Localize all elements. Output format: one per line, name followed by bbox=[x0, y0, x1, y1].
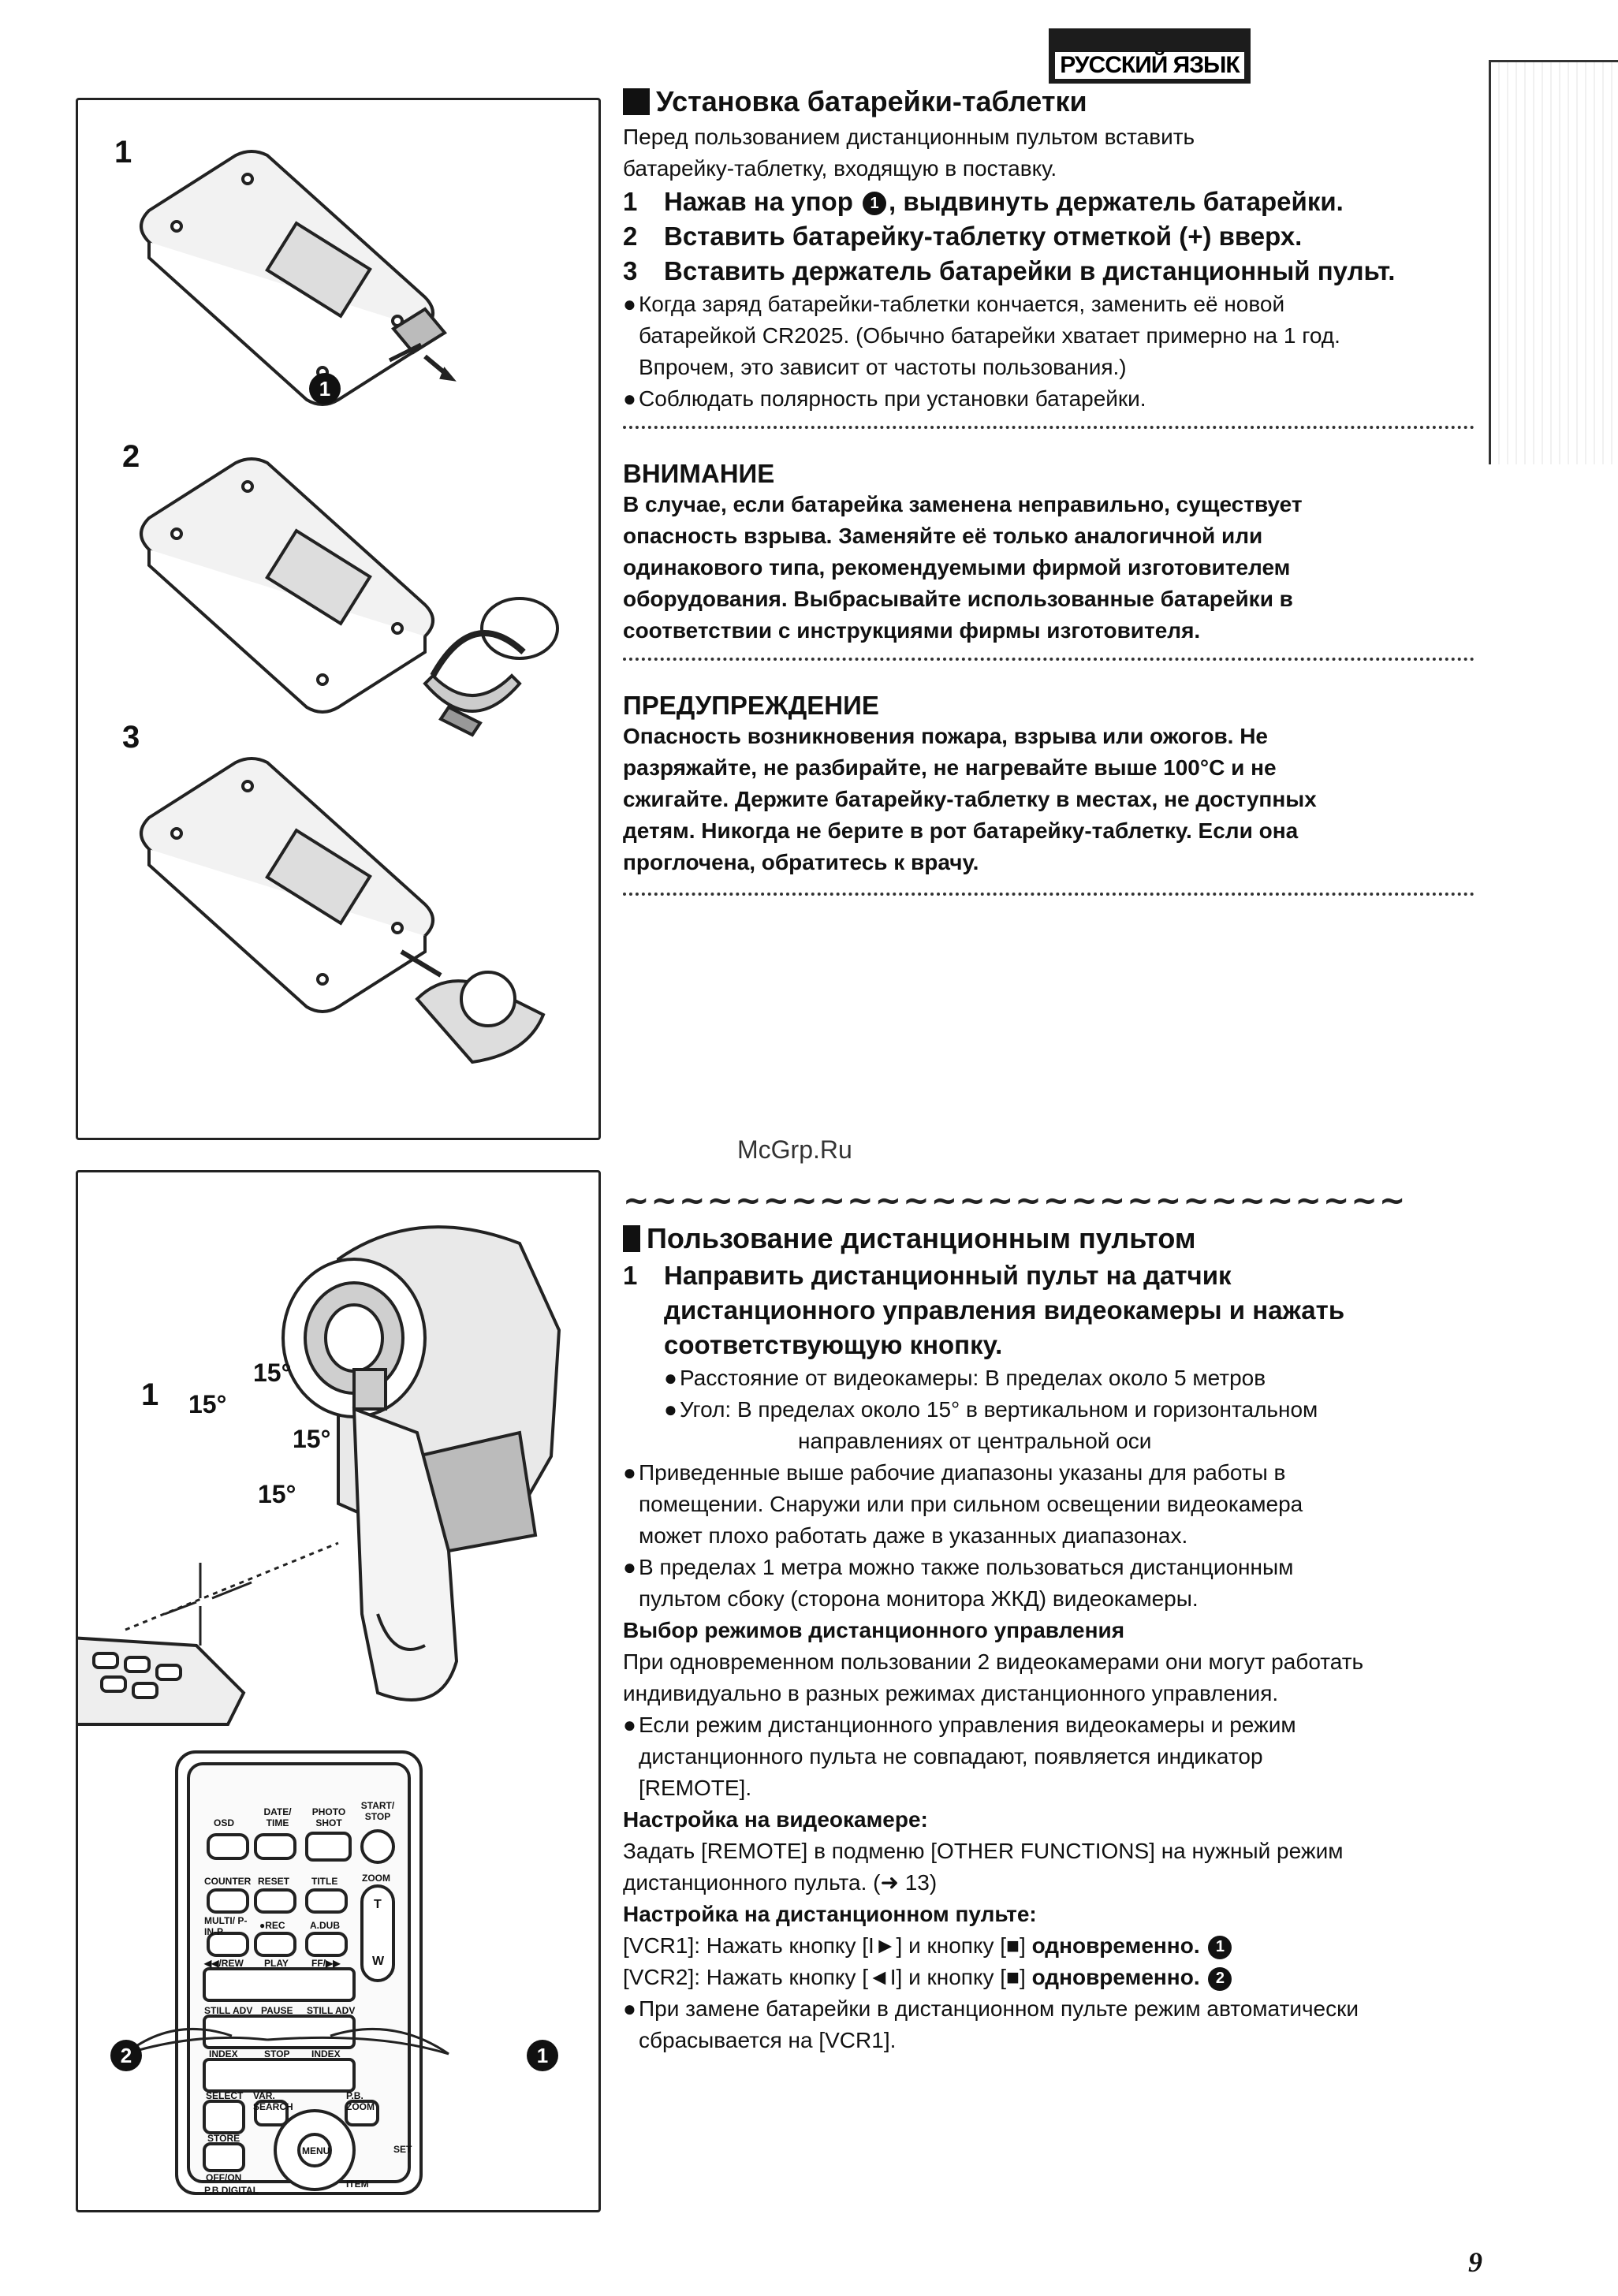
remote-sub-bullet-2: ● Угол: В пределах около 15° в вертикальном и горизонтальном направлениях от центральной оси bbox=[664, 1397, 1318, 1453]
angle-label-left: 15° bbox=[188, 1390, 227, 1418]
battery-intro-2: батарейку-таблетку, входящую в поставку. bbox=[623, 156, 1057, 181]
btn-index-fwd: INDEX bbox=[311, 2048, 341, 2059]
camera-setting-text-2: дистанционного пульта. (➜ 13) bbox=[623, 1870, 938, 1895]
warning-line-3: сжигайте. Держите батарейку-таблетку в местах, не доступных bbox=[623, 787, 1317, 811]
btn-start-stop: START/ STOP bbox=[360, 1800, 395, 1822]
divider-2 bbox=[623, 658, 1474, 661]
figure-marker-1: 1 bbox=[309, 373, 341, 404]
btn-set: SET bbox=[393, 2144, 412, 2155]
btn-ff: FF/▶▶ bbox=[311, 1958, 341, 1969]
section-square-icon bbox=[623, 1225, 640, 1252]
btn-adub: A.DUB bbox=[310, 1920, 340, 1931]
modes-text-2: индивидуально в разных режимах дистанционного управления. bbox=[623, 1681, 1279, 1705]
battery-note-2: ● Соблюдать полярность при установки батарейки. bbox=[623, 386, 1146, 411]
figure-label-1: 1 bbox=[114, 135, 132, 170]
camcorder-drawing bbox=[283, 1227, 559, 1700]
remote-sub-bullet-1: ● Расстояние от видеокамеры: В пределах около 5 метров bbox=[664, 1366, 1266, 1390]
remote-usage-figure-box bbox=[76, 1170, 601, 2212]
angle-label-bottom: 15° bbox=[258, 1480, 296, 1508]
angle-label-top: 15° bbox=[253, 1359, 292, 1387]
btn-multi-pip: MULTI/ P-IN-P bbox=[204, 1915, 248, 1937]
btn-stop: STOP bbox=[264, 2048, 290, 2059]
modes-heading: Выбор режимов дистанционного управления bbox=[623, 1618, 1125, 1642]
divider-1 bbox=[623, 426, 1474, 429]
watermark: McGrp.Ru bbox=[737, 1135, 852, 1164]
warning-line-1: Опасность возникновения пожара, взрыва или ожогов. Не bbox=[623, 724, 1269, 748]
battery-section-title: Установка батарейки-таблетки bbox=[623, 85, 1482, 118]
btn-title: TITLE bbox=[311, 1876, 338, 1887]
battery-step-2: 2 Вставить батарейку-таблетку отметкой (+) вверх. bbox=[623, 222, 1303, 251]
btn-date-time: DATE/ TIME bbox=[263, 1806, 292, 1828]
battery-illustration bbox=[78, 100, 598, 1138]
step-marker-1: 1 bbox=[863, 192, 886, 215]
page-number: 9 bbox=[1468, 2246, 1482, 2278]
camera-setting-text-1: Задать [REMOTE] в подменю [OTHER FUNCTIONS] на нужный режим bbox=[623, 1839, 1344, 1863]
remote-top-drawing bbox=[78, 1638, 244, 1724]
btn-still-adv-fwd: STILL ADV bbox=[307, 2005, 356, 2016]
camera-setting-heading: Настройка на видеокамере: bbox=[623, 1807, 928, 1832]
language-tab-label: РУССКИЙ ЯЗЫК bbox=[1055, 52, 1243, 79]
battery-step-3: 3 Вставить держатель батарейки в дистанционный пульт. bbox=[623, 256, 1396, 285]
warning-line-2: разряжайте, не разбирайте, не нагревайте выше 100°C и не bbox=[623, 755, 1277, 780]
btn-store: STORE bbox=[207, 2133, 240, 2144]
vcr1-line: [VCR1]: Нажать кнопку [I►] и кнопку [■] одновременно. 1 bbox=[623, 1930, 1498, 1962]
warning-line-4: детям. Никогда не берите в рот батарейку-таблетку. Если она bbox=[623, 818, 1299, 843]
remote-fig-2 bbox=[141, 459, 557, 735]
wave-divider: ~~~~~~~~~~~~~~~~~~~~~~~~~~~~ bbox=[623, 1183, 1407, 1219]
caution-line-3: одинакового типа, рекомендуемыми фирмой изготовителем bbox=[623, 555, 1291, 580]
divider-3 bbox=[623, 893, 1474, 896]
remote-fig-3 bbox=[141, 758, 543, 1062]
remote-setting-heading: Настройка на дистанционном пульте: bbox=[623, 1902, 1037, 1926]
battery-step-1: 1 Нажав на упор 1 , выдвинуть держатель батарейки. bbox=[623, 187, 1344, 216]
warning-line-5: проглочена, обратитесь к врачу. bbox=[623, 850, 979, 874]
modes-text-1: При одновременном пользовании 2 видеокамерами они могут работать bbox=[623, 1649, 1364, 1674]
caution-line-2: опасность взрыва. Заменяйте её только аналогичной или bbox=[623, 524, 1263, 548]
btn-select: SELECT bbox=[206, 2090, 244, 2101]
btn-play: PLAY bbox=[264, 1958, 289, 1969]
battery-note-1: ● Когда заряд батарейки-таблетки кончается, заменить её новой батарейкой CR2025. (Обычно батарейки хватает примерно на 1 год. Впрочем, это зависит от частоты пользования.) bbox=[623, 292, 1340, 379]
remote-fig-1 bbox=[141, 151, 453, 404]
btn-counter: COUNTER bbox=[204, 1876, 252, 1887]
remote-marker-2: 2 bbox=[110, 2040, 142, 2071]
vcr2-marker: 2 bbox=[1208, 1967, 1232, 1991]
btn-zoom: ZOOM bbox=[362, 1873, 390, 1884]
remote-section bbox=[623, 1183, 1498, 2056]
final-note: ● При замене батарейки в дистанционном пульте режим автоматически сбрасывается на [VCR1]. bbox=[623, 1996, 1359, 2052]
btn-photo-shot: PHOTO SHOT bbox=[311, 1806, 346, 1828]
btn-rew: ◀◀/REW bbox=[204, 1958, 244, 1969]
btn-still-adv-back: STILL ADV bbox=[204, 2005, 253, 2016]
caution-line-4: оборудования. Выбрасывайте использованные батарейки в bbox=[623, 587, 1293, 611]
btn-off-on: OFF/ON bbox=[206, 2172, 242, 2183]
remote-marker-1: 1 bbox=[527, 2040, 558, 2071]
btn-rec: ●REC bbox=[259, 1920, 285, 1931]
figure-label-3: 3 bbox=[122, 720, 140, 755]
remote-note-1: ● Приведенные выше рабочие диапазоны указаны для работы в помещении. Снаружи или при сильном освещении видеокамера может плохо работать даже в указанных диапазонах. bbox=[623, 1460, 1303, 1548]
vcr2-line: [VCR2]: Нажать кнопку [◄I] и кнопку [■] одновременно. 2 bbox=[623, 1962, 1498, 1993]
remote-note-2: ● В пределах 1 метра можно также пользоваться дистанционным пультом сбоку (сторона монитора ЖКД) видеокамеры. bbox=[623, 1555, 1294, 1611]
angle-lines bbox=[125, 1543, 338, 1646]
remote-section-title: Пользование дистанционным пультом bbox=[623, 1222, 1498, 1255]
battery-section bbox=[623, 85, 1482, 896]
btn-zoom-t: T bbox=[374, 1898, 382, 1911]
page-edge-tab bbox=[1489, 60, 1618, 464]
btn-pb-zoom: P.B. ZOOM bbox=[346, 2090, 375, 2112]
modes-note: ● Если режим дистанционного управления видеокамеры и режим дистанционного пульта не совпадают, появляется индикатор [REMOTE]. bbox=[623, 1713, 1296, 1800]
warning-heading: ПРЕДУПРЕЖДЕНИЕ bbox=[623, 691, 879, 720]
section-square-icon bbox=[623, 88, 650, 115]
remote-step-1: 1 Направить дистанционный пульт на датчик дистанционного управления видеокамеры и нажать соответствующую кнопку. bbox=[623, 1261, 1345, 1359]
btn-item: ITEM bbox=[346, 2179, 369, 2190]
btn-var-search: VAR. SEARCH bbox=[253, 2090, 293, 2112]
btn-menu: MENU bbox=[302, 2145, 330, 2156]
remote-figure-label-1: 1 bbox=[141, 1377, 159, 1412]
btn-pb-digital: P.B.DIGITAL bbox=[204, 2185, 259, 2196]
figure-label-2: 2 bbox=[122, 439, 140, 474]
caution-line-5: соответствии с инструкциями фирмы изготовителя. bbox=[623, 618, 1201, 643]
btn-index-back: INDEX bbox=[209, 2048, 238, 2059]
btn-reset: RESET bbox=[258, 1876, 290, 1887]
angle-label-right: 15° bbox=[293, 1425, 331, 1453]
btn-pause: PAUSE bbox=[261, 2005, 293, 2016]
caution-heading: ВНИМАНИЕ bbox=[623, 459, 775, 488]
vcr1-marker: 1 bbox=[1208, 1936, 1232, 1959]
language-tab bbox=[1049, 28, 1251, 84]
battery-figure-box bbox=[76, 98, 601, 1140]
caution-line-1: В случае, если батарейка заменена неправильно, существует bbox=[623, 492, 1303, 516]
btn-osd: OSD bbox=[214, 1817, 235, 1828]
battery-intro-1: Перед пользованием дистанционным пультом вставить bbox=[623, 125, 1195, 149]
btn-zoom-w: W bbox=[372, 1955, 385, 1968]
